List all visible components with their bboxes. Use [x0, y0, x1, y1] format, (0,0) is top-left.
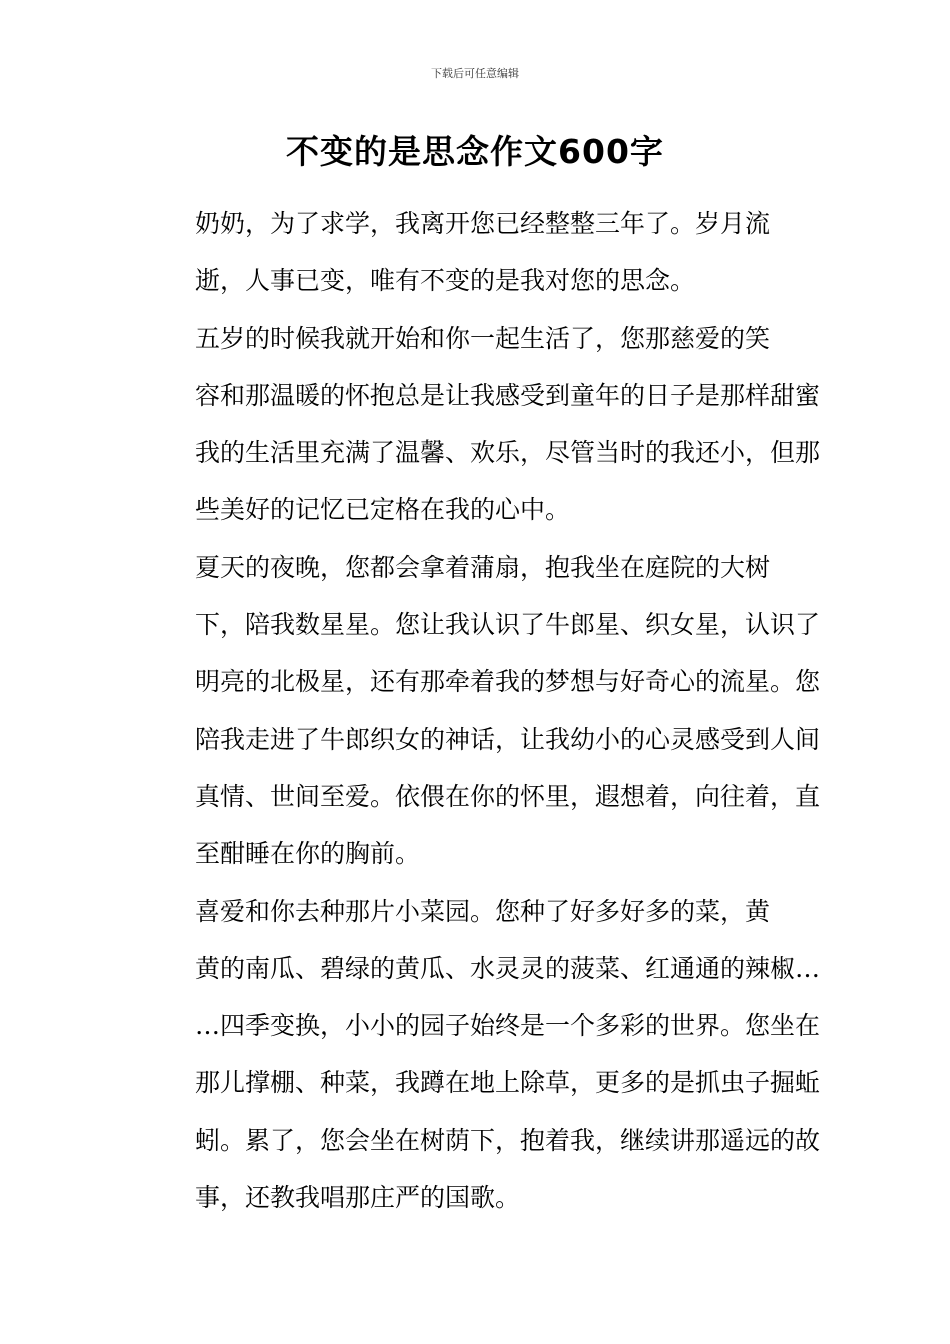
- paragraph-line: 那儿撑棚、种菜，我蹲在地上除草，更多的是抓虫子掘蚯: [195, 1068, 821, 1098]
- paragraph-line: …四季变换，小小的园子始终是一个多彩的世界。您坐在: [195, 1011, 821, 1041]
- paragraph-2: [145, 310, 821, 539]
- paragraph-line: 陪我走进了牛郎织女的神话，让我幼小的心灵感受到人间: [195, 724, 821, 754]
- header-note: 下载后可任意编辑: [431, 67, 519, 80]
- paragraph-line: 黄的南瓜、碧绿的黄瓜、水灵灵的菠菜、红通通的辣椒…: [195, 953, 821, 983]
- paragraph-line: 五岁的时候我就开始和你一起生活了，您那慈爱的笑: [195, 323, 771, 353]
- paragraph-line: 奶奶，为了求学，我离开您已经整整三年了。岁月流: [195, 209, 771, 238]
- paragraph-line: 至酣睡在你的胸前。: [195, 839, 421, 869]
- paragraph-line: 下，陪我数星星。您让我认识了牛郎星、织女星，认识了: [195, 610, 821, 640]
- paragraph-line: 明亮的北极星，还有那牵着我的梦想与好奇心的流星。您: [195, 667, 821, 697]
- paragraph-line: 我的生活里充满了温馨、欢乐，尽管当时的我还小，但那: [195, 438, 821, 468]
- paragraph-line: 逝，人事已变，唯有不变的是我对您的思念。: [195, 266, 696, 296]
- paragraph-line: 喜爱和你去种那片小菜园。您种了好多好多的菜，黄: [195, 896, 771, 926]
- paragraph-line: 些美好的记忆已定格在我的心中。: [195, 495, 571, 525]
- document-title: 不变的是思念作文600字: [286, 132, 664, 171]
- document-body: [145, 195, 821, 1226]
- paragraph-line: 真情、世间至爱。依偎在你的怀里，遐想着，向往着，直: [195, 781, 821, 811]
- paragraph-1: [145, 195, 809, 310]
- paragraph-line: 事，还教我唱那庄严的国歌。: [195, 1183, 521, 1213]
- paragraph-line: 夏天的夜晚，您都会拿着蒲扇，抱我坐在庭院的大树: [195, 552, 771, 582]
- paragraph-4: [145, 883, 821, 1227]
- paragraph-3: [145, 539, 821, 883]
- paragraph-line: 蚓。累了，您会坐在树荫下，抱着我，继续讲那遥远的故: [195, 1125, 821, 1155]
- paragraph-line: 容和那温暖的怀抱总是让我感受到童年的日子是那样甜蜜: [195, 380, 821, 410]
